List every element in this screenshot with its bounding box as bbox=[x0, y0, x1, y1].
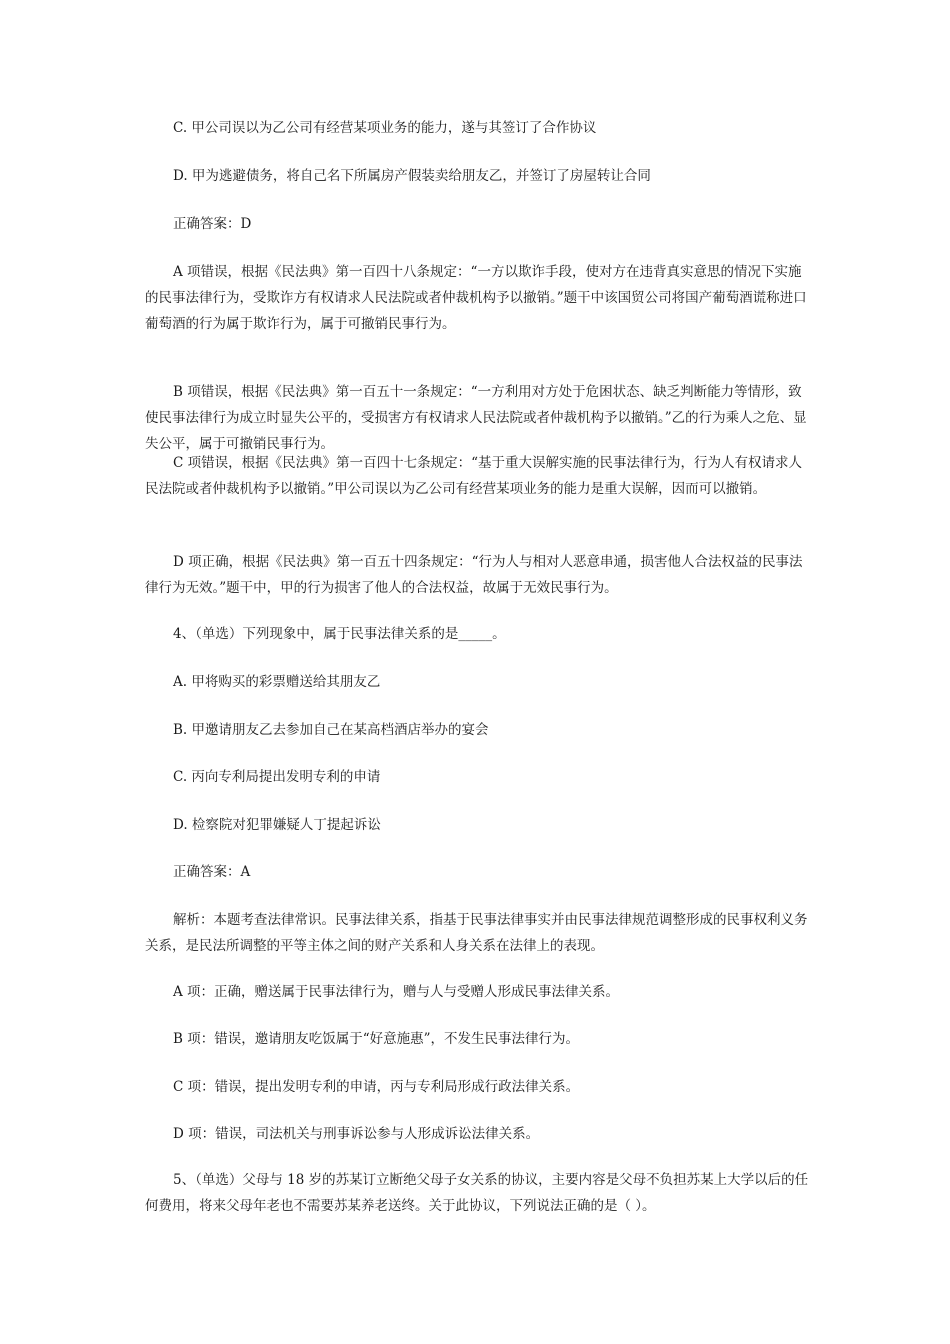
option-d-q3: D. 甲为逃避债务，将自己名下所属房产假装卖给朋友乙，并签订了房屋转让合同 bbox=[173, 168, 651, 184]
option-c-q4: C. 丙向专利局提出发明专利的申请 bbox=[173, 769, 381, 785]
answer-q4: 正确答案：A bbox=[173, 864, 251, 880]
explanation-c-q4: C 项：错误，提出发明专利的申请，丙与专利局形成行政法律关系。 bbox=[173, 1079, 580, 1095]
explanation-a-q4: A 项：正确，赠送属于民事法律行为，赠与人与受赠人形成民事法律关系。 bbox=[173, 984, 620, 1000]
explanation-a-q3: A 项错误，根据《民法典》第一百四十八条规定：“一方以欺诈手段，使对方在违背真实意思的情况下实施的民事法律行为，受欺诈方有权请求人民法院或者仲裁机构予以撤销。”题干中该国贸公司将国产葡萄酒谎称进口葡萄酒的行为属于欺诈行为，属于可撤销民事行为。 bbox=[145, 264, 807, 332]
option-b-q4: B. 甲邀请朋友乙去参加自己在某高档酒店举办的宴会 bbox=[173, 722, 489, 738]
option-c-q3: C. 甲公司误以为乙公司有经营某项业务的能力，遂与其签订了合作协议 bbox=[173, 120, 597, 136]
explanation-c-q3: C 项错误，根据《民法典》第一百四十七条规定：“基于重大误解实施的民事法律行为，行为人有权请求人民法院或者仲裁机构予以撤销。”甲公司误以为乙公司有经营某项业务的能力是重大误解，因而可以撤销。 bbox=[145, 455, 803, 497]
analysis-q4: 解析：本题考查法律常识。民事法律关系，指基于民事法律事实并由民事法律规范调整形成的民事权利义务关系，是民法所调整的平等主体之间的财产关系和人身关系在法律上的表现。 bbox=[145, 912, 808, 954]
option-a-q4: A. 甲将购买的彩票赠送给其朋友乙 bbox=[173, 674, 381, 690]
answer-q3: 正确答案：D bbox=[173, 216, 252, 232]
question-5: 5、（单选）父母与 18 岁的苏某订立断绝父母子女关系的协议，主要内容是父母不负担苏某上大学以后的任何费用，将来父母年老也不需要苏某养老送终。关于此协议，下列说法正确的是（ ）。 bbox=[145, 1172, 809, 1214]
explanation-d-q4: D 项：错误，司法机关与刑事诉讼参与人形成诉讼法律关系。 bbox=[173, 1126, 540, 1142]
question-4: 4、（单选）下列现象中，属于民事法律关系的是_____。 bbox=[173, 626, 506, 642]
explanation-b-q4: B 项：错误，邀请朋友吃饭属于“好意施惠”，不发生民事法律行为。 bbox=[173, 1031, 580, 1047]
explanation-d-q3: D 项正确，根据《民法典》第一百五十四条规定：“行为人与相对人恶意串通，损害他人合法权益的民事法律行为无效。”题干中，甲的行为损害了他人的合法权益，故属于无效民事行为。 bbox=[145, 554, 803, 596]
option-d-q4: D. 检察院对犯罪嫌疑人丁提起诉讼 bbox=[173, 817, 381, 833]
explanation-b-q3: B 项错误，根据《民法典》第一百五十一条规定：“一方利用对方处于危困状态、缺乏判断能力等情形，致使民事法律行为成立时显失公平的，受损害方有权请求人民法院或者仲裁机构予以撤销。”乙的行为乘人之危、显失公平，属于可撤销民事行为。 bbox=[145, 384, 807, 452]
